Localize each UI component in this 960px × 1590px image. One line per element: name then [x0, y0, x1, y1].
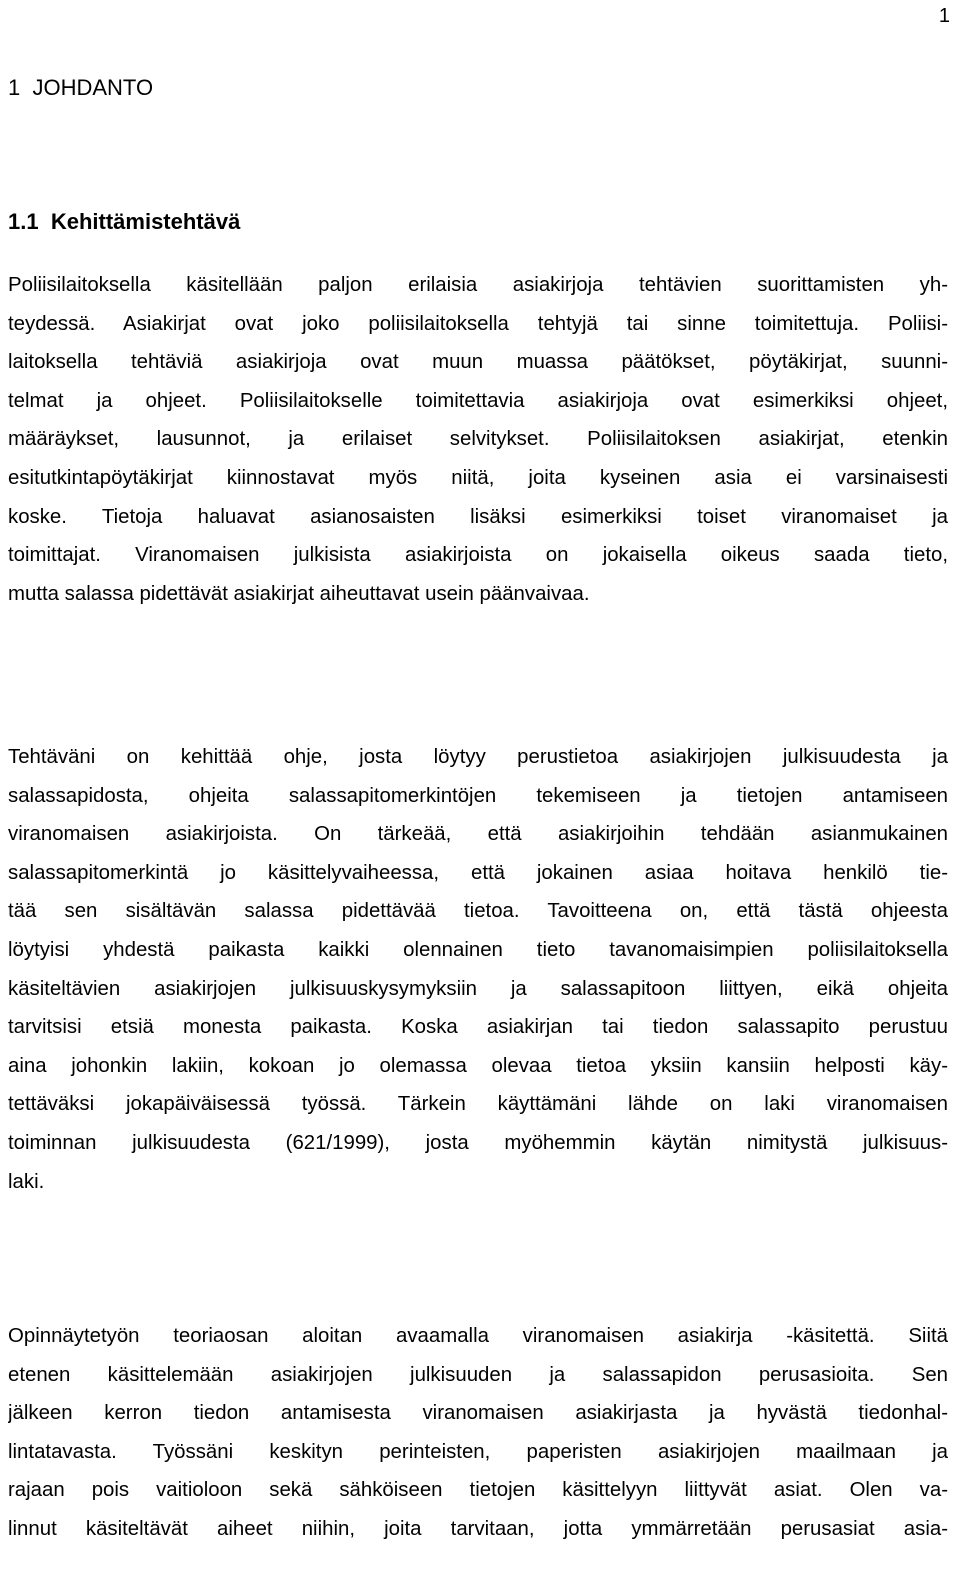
text-line: linnut käsiteltävät aiheet niihin, joita tarvitaan, jotta ymmärretään perusasiat asia- [8, 1517, 948, 1540]
section-number: 1.1 [8, 209, 39, 234]
text-line: löytyisi yhdestä paikasta kaikki olennainen tieto tavanomaisimpien poliisilaitoksella [8, 938, 948, 961]
text-line: etenen käsittelemään asiakirjojen julkisuuden ja salassapidon perusasioita. Sen [8, 1363, 948, 1386]
section-title: Kehittämistehtävä [50, 209, 241, 234]
text-line: mutta salassa pidettävät asiakirjat aiheuttavat usein päänvaivaa. [8, 582, 590, 605]
text-line: tarvitsisi etsiä monesta paikasta. Koska asiakirjan tai tiedon salassapito perustuu [8, 1016, 948, 1039]
text-line: määräykset, lausunnot, ja erilaiset selvitykset. Poliisilaitoksen asiakirjat, etenkin [8, 428, 948, 451]
text-line: tää sen sisältävän salassa pidettävää tietoa. Tavoitteena on, että tästä ohjeesta [8, 900, 948, 923]
text-line: teydessä. Asiakirjat ovat joko poliisilaitoksella tehtyjä tai sinne toimitettuja. Poliisi- [8, 312, 948, 335]
chapter-heading [8, 73, 153, 103]
page-number: 1 [938, 5, 950, 27]
paragraph-3 [8, 1317, 948, 1549]
text-line: toiminnan julkisuudesta (621/1999), josta myöhemmin käytän nimitystä julkisuus- [8, 1131, 948, 1154]
paragraph-1 [8, 266, 948, 613]
chapter-title: JOHDANTO [32, 75, 154, 100]
text-line: Poliisilaitoksella käsitellään paljon erilaisia asiakirjoja tehtävien suorittamisten yh- [8, 274, 948, 296]
text-line: telmat ja ohjeet. Poliisilaitokselle toimitettavia asiakirjoja ovat esimerkiksi ohjeet, [8, 389, 948, 412]
text-line: esitutkintapöytäkirjat kiinnostavat myös niitä, joita kyseinen asia ei varsinaisesti [8, 466, 948, 489]
text-line: toimittajat. Viranomaisen julkisista asiakirjoista on jokaisella oikeus saada tieto, [8, 544, 948, 567]
text-line: tettäväksi jokapäiväisessä työssä. Tärkein käyttämäni lähde on laki viranomaisen [8, 1093, 948, 1116]
text-line: koske. Tietoja haluavat asianosaisten lisäksi esimerkiksi toiset viranomaiset ja [8, 505, 948, 528]
text-line: aina johonkin lakiin, kokoan jo olemassa olevaa tietoa yksiin kansiin helposti käy- [8, 1054, 948, 1077]
text-line: rajaan pois vaitioloon sekä sähköiseen tietojen käsittelyyn liittyvät asiat. Olen va- [8, 1479, 948, 1502]
section-heading [8, 207, 240, 237]
text-line: laitoksella tehtäviä asiakirjoja ovat muun muassa päätökset, pöytäkirjat, suunni- [8, 351, 948, 374]
text-line: laki. [8, 1170, 45, 1193]
text-line: viranomaisen asiakirjoista. On tärkeää, että asiakirjoihin tehdään asianmukainen [8, 823, 948, 846]
text-line: salassapitomerkintä jo käsittelyvaiheessa, että jokainen asiaa hoitava henkilö tie- [8, 861, 948, 884]
text-line: Tehtäväni on kehittää ohje, josta löytyy perustietoa asiakirjojen julkisuudesta ja [8, 746, 948, 768]
text-line: lintatavasta. Työssäni keskityn perinteisten, paperisten asiakirjojen maailmaan ja [8, 1440, 948, 1463]
text-line: jälkeen kerron tiedon antamisesta viranomaisen asiakirjasta ja hyvästä tiedonhal- [8, 1402, 948, 1425]
chapter-number: 1 [8, 75, 21, 100]
paragraph-2 [8, 738, 948, 1201]
text-line: käsiteltävien asiakirjojen julkisuuskysymyksiin ja salassapitoon liittyen, eikä ohjeita [8, 977, 948, 1000]
text-line: Opinnäytetyön teoriaosan aloitan avaamalla viranomaisen asiakirja -käsitettä. Siitä [8, 1325, 948, 1347]
text-line: salassapidosta, ohjeita salassapitomerkintöjen tekemiseen ja tietojen antamiseen [8, 784, 948, 807]
